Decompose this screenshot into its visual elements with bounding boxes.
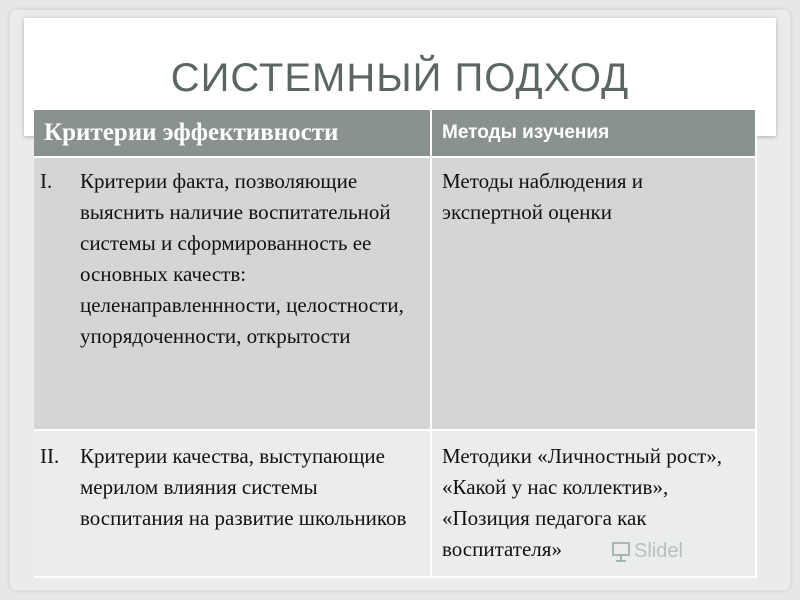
- watermark-text: Slidel: [634, 540, 683, 562]
- methods-cell: Методы наблюдения и экспертной оценки: [431, 157, 756, 430]
- row-number: I.: [40, 169, 53, 193]
- table-row: [34, 157, 756, 430]
- methods-cell: Методики «Личностный рост», «Какой у нас коллектив», «Позиция педагога как воспитателя»: [431, 430, 756, 577]
- criteria-text: Критерии факта, позволяющие выяснить наличие воспитательной системы и сформированность ее основных качеств: целенаправленнности, целостности, упорядоченности, открытости: [80, 169, 404, 348]
- row-number: II.: [40, 444, 60, 468]
- criteria-table: [34, 110, 757, 578]
- slide-title: СИСТЕМНЫЙ ПОДХОД: [170, 56, 630, 100]
- table-header-row: [34, 110, 756, 157]
- watermark-logo-icon: [612, 542, 630, 562]
- header-methods: Методы изучения: [431, 110, 756, 157]
- header-criteria: Критерии эффективности: [34, 110, 431, 157]
- watermark: [612, 540, 683, 563]
- criteria-text: Критерии качества, выступающие мерилом влияния системы воспитания на развитие школьников: [80, 444, 407, 530]
- criteria-cell: [34, 157, 431, 430]
- criteria-cell: [34, 430, 431, 577]
